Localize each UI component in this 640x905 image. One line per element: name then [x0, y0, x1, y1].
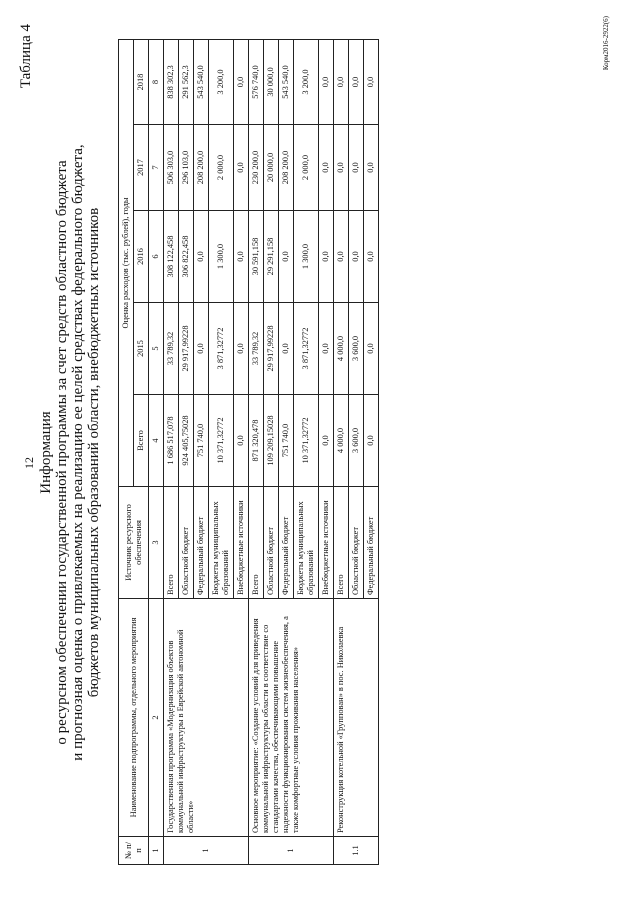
index-cell: 5 — [149, 303, 164, 395]
value-cell: 3 200,0 — [209, 39, 234, 124]
value-cell: 291 562,3 — [179, 39, 194, 124]
table-row — [249, 39, 264, 864]
resource-table-wrapper — [118, 40, 379, 865]
value-cell: 208 200,0 — [279, 125, 294, 211]
index-cell: 1 — [149, 837, 164, 865]
header-year-2016: 2016 — [134, 211, 149, 303]
value-cell: 3 600,0 — [349, 395, 364, 487]
value-cell: 3 871,32772 — [209, 303, 234, 395]
index-cell: 6 — [149, 211, 164, 303]
value-cell: 871 320,478 — [249, 395, 264, 487]
value-cell: 0,0 — [334, 211, 349, 303]
table-row — [334, 39, 349, 864]
value-cell: 33 789,32 — [249, 303, 264, 395]
header-year-2018: 2018 — [134, 39, 149, 124]
row-source: Всего — [164, 487, 179, 599]
value-cell: 0,0 — [364, 39, 379, 124]
value-cell: 506 303,0 — [164, 125, 179, 211]
value-cell: 308 122,458 — [164, 211, 179, 303]
value-cell: 3 871,32772 — [294, 303, 319, 395]
value-cell: 543 540,0 — [194, 39, 209, 124]
row-source: Внебюджетные источники — [234, 487, 249, 599]
value-cell: 0,0 — [194, 303, 209, 395]
header-index-row — [149, 39, 164, 864]
value-cell: 10 371,32772 — [209, 395, 234, 487]
row-number: 1.1 — [334, 837, 379, 865]
value-cell: 0,0 — [349, 211, 364, 303]
value-cell: 296 103,0 — [179, 125, 194, 211]
title-line-4: бюджетов муниципальных образований области, внебюджетных источников — [86, 207, 102, 698]
row-source: Федеральный бюджет — [364, 487, 379, 599]
row-source: Федеральный бюджет — [194, 487, 209, 599]
value-cell: 1 300,0 — [209, 211, 234, 303]
header-estimate: Оценка расходов (тыс. рублей), годы — [119, 39, 134, 486]
header-source: Источник ресурсного обеспечения — [119, 487, 149, 599]
row-source: Областной бюджет — [179, 487, 194, 599]
row-source: Областной бюджет — [264, 487, 279, 599]
header-row-1 — [119, 39, 134, 864]
value-cell: 0,0 — [279, 303, 294, 395]
header-name: Наименование подпрограммы, отдельного мероприятия — [119, 599, 149, 837]
header-year-2015: 2015 — [134, 303, 149, 395]
value-cell: 0,0 — [319, 125, 334, 211]
header-year-total: Всего — [134, 395, 149, 487]
footer-code: Корм2016-2922(6) — [602, 16, 610, 71]
value-cell: 0,0 — [349, 39, 364, 124]
value-cell: 2 000,0 — [209, 125, 234, 211]
value-cell: 0,0 — [319, 39, 334, 124]
value-cell: 4 000,0 — [334, 303, 349, 395]
index-cell: 4 — [149, 395, 164, 487]
index-cell: 8 — [149, 39, 164, 124]
value-cell: 0,0 — [234, 303, 249, 395]
value-cell: 0,0 — [349, 125, 364, 211]
value-cell: 109 209,15028 — [264, 395, 279, 487]
index-cell: 3 — [149, 487, 164, 599]
value-cell: 20 000,0 — [264, 125, 279, 211]
row-source: Бюджеты муниципальных образований — [294, 487, 319, 599]
value-cell: 838 302,3 — [164, 39, 179, 124]
value-cell: 3 200,0 — [294, 39, 319, 124]
value-cell: 0,0 — [234, 211, 249, 303]
value-cell: 29 917,99228 — [264, 303, 279, 395]
title-line-2: о ресурсном обеспечении государственной программы за счет средств областного бюджета — [54, 160, 70, 745]
value-cell: 0,0 — [334, 125, 349, 211]
value-cell: 924 405,75028 — [179, 395, 194, 487]
header-no: № п/п — [119, 837, 149, 865]
value-cell: 751 740,0 — [279, 395, 294, 487]
value-cell: 1 686 517,078 — [164, 395, 179, 487]
value-cell: 0,0 — [234, 395, 249, 487]
value-cell: 208 200,0 — [194, 125, 209, 211]
value-cell: 0,0 — [319, 211, 334, 303]
value-cell: 33 789,32 — [164, 303, 179, 395]
value-cell: 0,0 — [334, 39, 349, 124]
row-name: Государственная программа «Модернизация объектов коммунальной инфраструктуры в Еврейской автономной области» — [164, 599, 249, 837]
row-number: 1 — [249, 837, 334, 865]
value-cell: 751 740,0 — [194, 395, 209, 487]
row-number: 1 — [164, 837, 249, 865]
row-name: Основное мероприятие: «Создание условий для приведения коммунальной инфраструктуры области в соответствие со стандартами качества, обеспечивающими повышение надежности функционирования систем жизнеобеспечения, а также комфортные условия проживания населения» — [249, 599, 334, 837]
row-source: Федеральный бюджет — [279, 487, 294, 599]
title-line-1: Информация — [38, 411, 54, 494]
value-cell: 230 200,0 — [249, 125, 264, 211]
row-source: Бюджеты муниципальных образований — [209, 487, 234, 599]
row-source: Всего — [334, 487, 349, 599]
value-cell: 0,0 — [364, 303, 379, 395]
value-cell: 4 000,0 — [334, 395, 349, 487]
value-cell: 0,0 — [319, 303, 334, 395]
row-name: Реконструкция котельной «Группован» в пос. Николаевка — [334, 599, 379, 837]
title-line-3: и прогнозная оценка о привлекаемых на реализацию ее целей средствах федерального бюджета, — [70, 144, 86, 761]
value-cell: 0,0 — [279, 211, 294, 303]
value-cell: 0,0 — [194, 211, 209, 303]
value-cell: 0,0 — [234, 125, 249, 211]
value-cell: 3 600,0 — [349, 303, 364, 395]
resource-table — [118, 39, 379, 865]
value-cell: 1 300,0 — [294, 211, 319, 303]
table-row — [164, 39, 179, 864]
value-cell: 2 000,0 — [294, 125, 319, 211]
value-cell: 29 291,158 — [264, 211, 279, 303]
value-cell: 576 740,0 — [249, 39, 264, 124]
document-title — [38, 40, 102, 865]
index-cell: 2 — [149, 599, 164, 837]
value-cell: 29 917,99228 — [179, 303, 194, 395]
row-source: Областной бюджет — [349, 487, 364, 599]
row-source: Всего — [249, 487, 264, 599]
header-year-2017: 2017 — [134, 125, 149, 211]
value-cell: 0,0 — [364, 211, 379, 303]
value-cell: 306 822,458 — [179, 211, 194, 303]
row-source: Внебюджетные источники — [319, 487, 334, 599]
value-cell: 0,0 — [234, 39, 249, 124]
page-number: 12 — [22, 457, 36, 469]
value-cell: 10 371,32772 — [294, 395, 319, 487]
value-cell: 0,0 — [319, 395, 334, 487]
value-cell: 0,0 — [364, 395, 379, 487]
value-cell: 543 540,0 — [279, 39, 294, 124]
value-cell: 30 000,0 — [264, 39, 279, 124]
table-label: Таблица 4 — [18, 24, 34, 89]
value-cell: 0,0 — [364, 125, 379, 211]
index-cell: 7 — [149, 125, 164, 211]
value-cell: 30 591,158 — [249, 211, 264, 303]
